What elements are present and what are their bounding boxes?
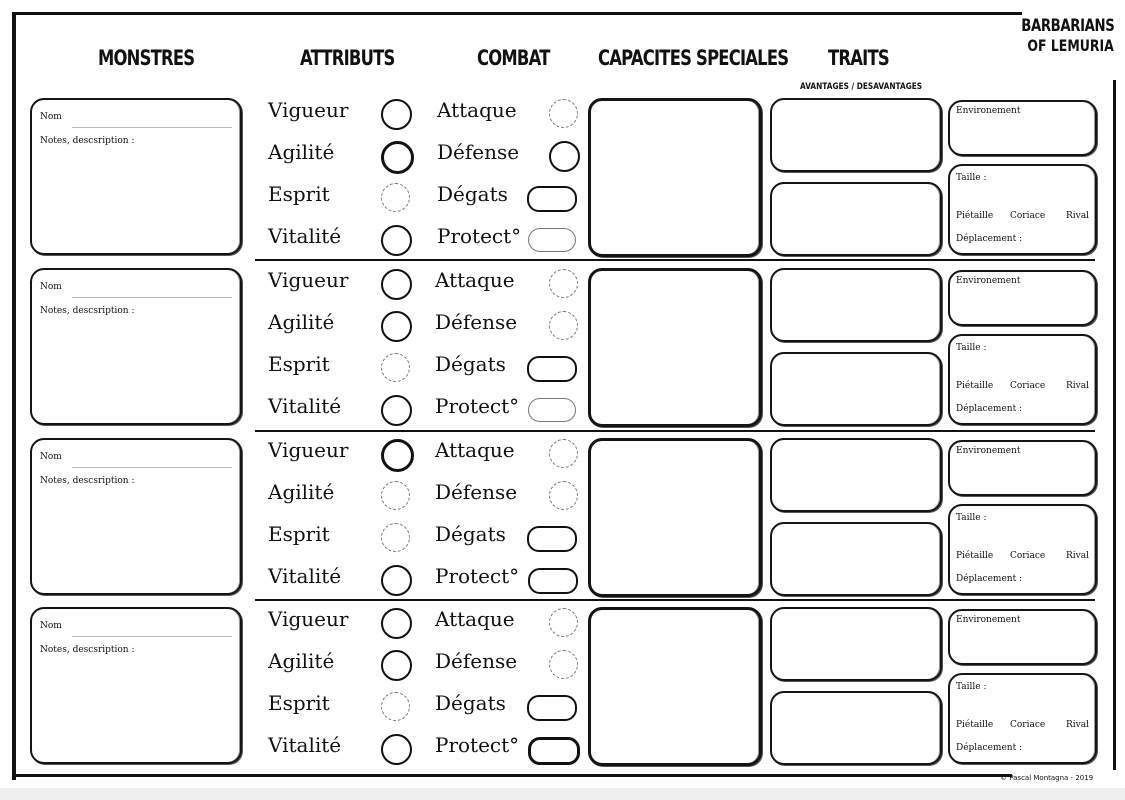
attribute-value-circle[interactable]: [381, 183, 410, 212]
sheet-frame-top: [12, 12, 1022, 15]
advantages-box[interactable]: [770, 607, 942, 681]
combat-label: Protect°: [435, 394, 520, 418]
attribute-value-circle[interactable]: [381, 353, 410, 382]
movement-label: Déplacement :: [956, 234, 1023, 244]
monster-block: [0, 607, 1125, 777]
combat-value-circle[interactable]: [549, 608, 578, 637]
rank-option[interactable]: Coriace: [1010, 720, 1046, 730]
environment-box[interactable]: [948, 609, 1097, 665]
attribute-label: Vigueur: [268, 607, 349, 631]
special-abilities-box[interactable]: [588, 607, 762, 766]
header-traits-sub: AVANTAGES / DESAVANTAGES: [800, 82, 923, 92]
combat-value-circle[interactable]: [549, 99, 578, 128]
attribute-label: Esprit: [268, 352, 330, 376]
rank-option[interactable]: Piétaille: [956, 381, 994, 391]
combat-value-circle[interactable]: [549, 650, 578, 679]
monster-block: [0, 98, 1125, 268]
monster-notes-label: Notes, descsription :: [40, 306, 135, 316]
attribute-value-circle[interactable]: [381, 311, 412, 342]
monster-info-box[interactable]: [30, 98, 242, 255]
attribute-label: Agilité: [268, 480, 335, 504]
disadvantages-box[interactable]: [770, 691, 942, 765]
special-abilities-box[interactable]: [588, 98, 762, 257]
logo-line-1: BARBARIANS: [1020, 16, 1114, 36]
attribute-value-circle[interactable]: [381, 141, 414, 174]
rank-option[interactable]: Rival: [1066, 381, 1089, 391]
monster-info-box[interactable]: [30, 268, 242, 425]
movement-label: Déplacement :: [956, 404, 1023, 414]
combat-value-pill[interactable]: [527, 526, 577, 552]
size-box[interactable]: [948, 673, 1097, 764]
combat-label: Dégats: [435, 522, 506, 546]
attribute-label: Vitalité: [268, 224, 342, 248]
advantages-box[interactable]: [770, 438, 942, 512]
size-label: Taille :: [956, 682, 987, 692]
combat-label: Protect°: [435, 733, 520, 757]
combat-value-pill[interactable]: [527, 186, 577, 212]
header-combat: COMBAT: [477, 46, 550, 70]
monster-info-box[interactable]: [30, 607, 242, 764]
environment-label: Environement: [956, 276, 1021, 286]
combat-value-pill[interactable]: [528, 568, 578, 594]
attribute-value-circle[interactable]: [381, 523, 410, 552]
combat-label: Attaque: [435, 607, 515, 631]
attribute-label: Vigueur: [268, 438, 349, 462]
rank-option[interactable]: Rival: [1066, 551, 1089, 561]
attribute-value-circle[interactable]: [381, 395, 412, 426]
combat-value-circle[interactable]: [549, 439, 578, 468]
attribute-label: Vitalité: [268, 733, 342, 757]
monster-block: [0, 268, 1125, 438]
attribute-value-circle[interactable]: [381, 439, 414, 472]
size-box[interactable]: [948, 164, 1097, 255]
rank-option[interactable]: Piétaille: [956, 551, 994, 561]
rank-option[interactable]: Coriace: [1010, 211, 1046, 221]
monster-block: [0, 438, 1125, 608]
monster-notes-label: Notes, descsription :: [40, 476, 135, 486]
monster-info-box[interactable]: [30, 438, 242, 595]
combat-value-pill[interactable]: [527, 695, 577, 721]
monster-name-line: [72, 636, 232, 637]
monster-notes-label: Notes, descsription :: [40, 645, 135, 655]
game-logo: [1020, 16, 1114, 66]
combat-label: Attaque: [435, 268, 515, 292]
monster-name-label: Nom: [40, 452, 62, 462]
combat-value-circle[interactable]: [549, 481, 578, 510]
combat-value-circle[interactable]: [549, 141, 580, 172]
monster-name-line: [72, 297, 232, 298]
attribute-value-circle[interactable]: [381, 99, 412, 130]
attribute-label: Agilité: [268, 310, 335, 334]
rank-option[interactable]: Rival: [1066, 211, 1089, 221]
combat-label: Défense: [435, 649, 518, 673]
disadvantages-box[interactable]: [770, 352, 942, 426]
movement-label: Déplacement :: [956, 743, 1023, 753]
attribute-label: Agilité: [268, 140, 335, 164]
combat-label: Attaque: [435, 438, 515, 462]
combat-value-pill[interactable]: [528, 398, 576, 422]
rank-option[interactable]: Piétaille: [956, 720, 994, 730]
logo-line-2: OF LEMURIA: [1027, 36, 1114, 55]
attribute-value-circle[interactable]: [381, 481, 410, 510]
header-attributs: ATTRIBUTS: [300, 46, 395, 70]
copyright: © Pascal Montagna - 2019: [1000, 774, 1094, 782]
header-traits: TRAITS: [828, 46, 889, 70]
attribute-label: Vigueur: [268, 98, 349, 122]
monster-notes-label: Notes, descsription :: [40, 136, 135, 146]
size-box[interactable]: [948, 504, 1097, 595]
combat-value-pill[interactable]: [528, 228, 576, 252]
attribute-value-circle[interactable]: [381, 608, 412, 639]
monster-name-label: Nom: [40, 621, 62, 631]
environment-box[interactable]: [948, 270, 1097, 326]
attribute-label: Esprit: [268, 182, 330, 206]
attribute-label: Vitalité: [268, 394, 342, 418]
size-label: Taille :: [956, 343, 987, 353]
disadvantages-box[interactable]: [770, 182, 942, 256]
special-abilities-box[interactable]: [588, 438, 762, 597]
attribute-value-circle[interactable]: [381, 565, 412, 596]
environment-label: Environement: [956, 446, 1021, 456]
attribute-value-circle[interactable]: [381, 734, 412, 765]
disadvantages-box[interactable]: [770, 522, 942, 596]
attribute-label: Agilité: [268, 649, 335, 673]
combat-label: Dégats: [435, 691, 506, 715]
attribute-value-circle[interactable]: [381, 650, 412, 681]
environment-box[interactable]: [948, 440, 1097, 496]
attribute-label: Vitalité: [268, 564, 342, 588]
combat-value-circle[interactable]: [549, 269, 578, 298]
attribute-label: Esprit: [268, 522, 330, 546]
attribute-value-circle[interactable]: [381, 692, 410, 721]
rank-option[interactable]: Coriace: [1010, 551, 1046, 561]
environment-label: Environement: [956, 106, 1021, 116]
attribute-value-circle[interactable]: [381, 269, 412, 300]
combat-value-circle[interactable]: [549, 311, 578, 340]
combat-label: Défense: [435, 310, 518, 334]
attribute-label: Esprit: [268, 691, 330, 715]
environment-box[interactable]: [948, 100, 1097, 156]
rank-option[interactable]: Rival: [1066, 720, 1089, 730]
combat-label: Défense: [435, 480, 518, 504]
rank-option[interactable]: Piétaille: [956, 211, 994, 221]
monster-name-label: Nom: [40, 112, 62, 122]
monster-name-line: [72, 467, 232, 468]
combat-value-pill[interactable]: [528, 737, 580, 765]
combat-value-pill[interactable]: [527, 356, 577, 382]
header-monstres: MONSTRES: [98, 46, 195, 70]
combat-label: Dégats: [437, 182, 508, 206]
combat-label: Protect°: [437, 224, 522, 248]
size-label: Taille :: [956, 173, 987, 183]
movement-label: Déplacement :: [956, 574, 1023, 584]
advantages-box[interactable]: [770, 268, 942, 342]
combat-label: Protect°: [435, 564, 520, 588]
monster-name-label: Nom: [40, 282, 62, 292]
rank-option[interactable]: Coriace: [1010, 381, 1046, 391]
size-box[interactable]: [948, 334, 1097, 425]
size-label: Taille :: [956, 513, 987, 523]
attribute-label: Vigueur: [268, 268, 349, 292]
combat-label: Défense: [437, 140, 520, 164]
environment-label: Environement: [956, 615, 1021, 625]
combat-label: Attaque: [437, 98, 517, 122]
header-capacites: CAPACITES SPECIALES: [598, 46, 789, 70]
monster-name-line: [72, 127, 232, 128]
advantages-box[interactable]: [770, 98, 942, 172]
attribute-value-circle[interactable]: [381, 225, 412, 256]
combat-label: Dégats: [435, 352, 506, 376]
special-abilities-box[interactable]: [588, 268, 762, 427]
